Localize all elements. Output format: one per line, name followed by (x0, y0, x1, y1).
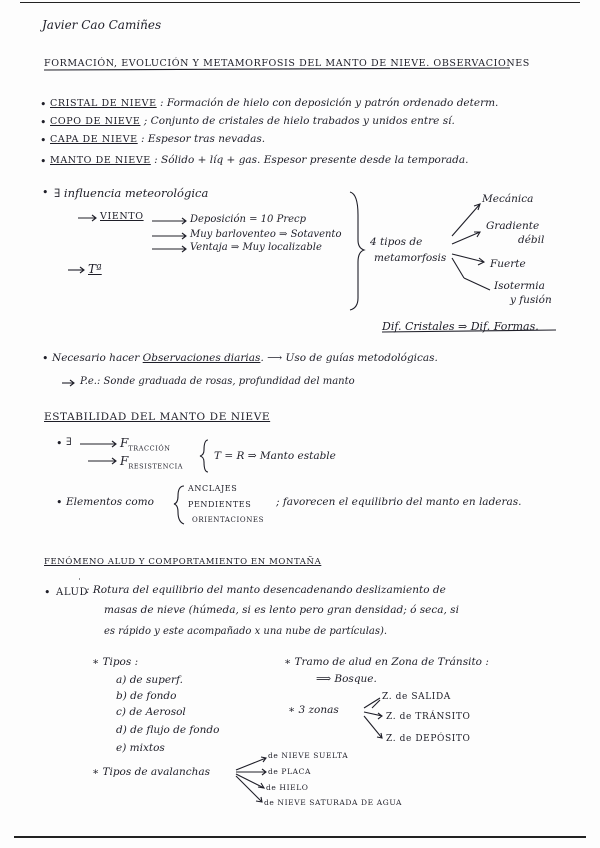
top-edge-line (20, 2, 580, 3)
avalancha-nieve-suelta: de NIEVE SUELTA (268, 751, 349, 760)
definition-item: CRISTAL DE NIEVE : Formación de hielo con deposición y patrón ordenado determ. (50, 97, 499, 109)
definition-item: MANTO DE NIEVE : Sólido + líq + gas. Espesor presente desde la temporada. (50, 154, 469, 166)
alud-label: ALUD (56, 587, 89, 598)
zona-salida: Z. de SALIDA (382, 692, 451, 702)
estabilidad-equation: T = R ⇒ Manto estable (214, 450, 336, 462)
f-traccion-sub: TRACCIÓN (128, 444, 171, 453)
bullet-marker: • (42, 352, 49, 365)
metamorfosis-isotermia: Isotermia (494, 280, 545, 292)
exists-symbol: ∃ (66, 436, 72, 448)
bullet-marker: • (40, 116, 47, 129)
f-resistencia-sub: RESISTENCIA (128, 462, 184, 471)
elemento-anclajes: ANCLAJES (188, 484, 238, 493)
elemento-orientaciones: ORIENTACIONES (192, 516, 265, 524)
metamorfosis-gradiente: Gradiente (486, 220, 540, 232)
f-resistencia (120, 454, 183, 470)
observaciones-diarias: Observaciones diarias (142, 352, 261, 364)
viento-item-2: Muy barloventeo ⇒ Sotavento (190, 229, 342, 240)
tramo-label: ∗ Tramo de alud en Zona de Tránsito : (284, 656, 489, 668)
observaciones-line (52, 352, 438, 364)
avalancha-hielo: de HIELO (266, 783, 309, 792)
bullet-marker: • (40, 155, 47, 168)
estabilidad-title: ESTABILIDAD DEL MANTO DE NIEVE (44, 411, 271, 423)
temp-label: Tª (88, 262, 102, 276)
alud-title: FENÓMENO ALUD Y COMPORTAMIENTO EN MONTAÑA (44, 557, 322, 567)
f-traccion (120, 436, 171, 452)
def-copo: Conjunto de cristales de hielo trabados y unidos entre sí. (150, 115, 455, 127)
tipos-metamorfosis-label-2: metamorfosis (374, 252, 447, 264)
def-manto: Sólido + líq + gas. Espesor presente desde la temporada. (161, 154, 469, 166)
viento-item-3: Ventaja ⇒ Muy localizable (190, 242, 322, 253)
bullet-marker: • (56, 496, 63, 509)
avalancha-placa: de PLACA (268, 767, 312, 776)
bullet-marker: • (40, 134, 47, 147)
bullet-marker: • (56, 437, 63, 450)
zonas-label: ∗ 3 zonas (288, 704, 339, 716)
f-resistencia-symbol: F (120, 454, 129, 468)
term-capa: CAPA DE NIEVE (50, 134, 138, 145)
tipos-label: ∗ Tipos : (92, 656, 139, 668)
f-traccion-symbol: F (120, 436, 129, 450)
bullet-marker: • (44, 586, 51, 599)
metamorfosis-gradiente-debil: débil (518, 234, 545, 246)
def-capa: Espesor tras nevadas. (147, 133, 266, 145)
meteo-conclusion: Dif. Cristales ⇒ Dif. Formas. (382, 320, 539, 333)
term-manto: MANTO DE NIEVE (50, 155, 151, 166)
tipo-a: a) de superf. (116, 674, 183, 686)
observaciones-pre: Necesario hacer (52, 352, 140, 364)
term-cristal: CRISTAL DE NIEVE (50, 98, 157, 109)
definition-item: CAPA DE NIEVE : Espesor tras nevadas. (50, 133, 266, 145)
alud-def-1: : Rotura del equilibrio del manto desencadenando deslizamiento de (86, 584, 446, 596)
metamorfosis-fusion: y fusión (510, 294, 552, 306)
author-name: Javier Cao Camiñes (42, 18, 162, 32)
observaciones-example: P.e.: Sonde graduada de rosas, profundidad del manto (80, 376, 355, 387)
page-title: FORMACIÓN, EVOLUCIÓN Y METAMORFOSIS DEL MANTO DE NIEVE. OBSERVACIONES (44, 58, 530, 69)
tipo-c: c) de Aerosol (116, 706, 186, 718)
elemento-pendientes: PENDIENTES (188, 500, 252, 509)
term-copo: COPO DE NIEVE (50, 116, 141, 127)
zona-deposito: Z. de DEPÓSITO (386, 734, 471, 744)
tipo-b: b) de fondo (116, 690, 177, 702)
avalanchas-label: ∗ Tipos de avalanchas (92, 766, 211, 778)
elementos-label: Elementos como (66, 496, 154, 508)
tipo-e: e) mixtos (116, 742, 165, 754)
viento-item-1: Deposición = 10 Precp (190, 214, 307, 225)
tramo-value: ⟹ Bosque. (316, 673, 377, 685)
alud-def-2: masas de nieve (húmeda, si es lento pero gran densidad; ó seca, si (104, 604, 459, 616)
metamorfosis-mecanica: Mecánica (482, 193, 534, 205)
viento-label: VIENTO (100, 211, 144, 222)
avalancha-saturada: de NIEVE SATURADA DE AGUA (264, 798, 403, 807)
bottom-edge-line (14, 836, 586, 838)
meteo-title: ∃ influencia meteorológica (54, 186, 209, 200)
zona-transito: Z. de TRÁNSITO (386, 712, 471, 722)
elementos-text: ; favorecen el equilibrio del manto en laderas. (276, 496, 522, 508)
alud-def-3: es rápido y este acompañado x una nube de partículas). (104, 626, 388, 637)
tipos-metamorfosis-label: 4 tipos de (370, 236, 423, 248)
bullet-marker: • (42, 186, 49, 199)
tipo-d: d) de flujo de fondo (116, 724, 220, 736)
definition-item: COPO DE NIEVE ; Conjunto de cristales de hielo trabados y unidos entre sí. (50, 115, 455, 127)
metamorfosis-fuerte: Fuerte (490, 258, 526, 270)
observaciones-post: . ⟶ Uso de guías metodológicas. (260, 352, 438, 364)
bullet-marker: • (40, 98, 47, 111)
def-cristal: Formación de hielo con deposición y patrón ordenado determ. (166, 97, 499, 109)
